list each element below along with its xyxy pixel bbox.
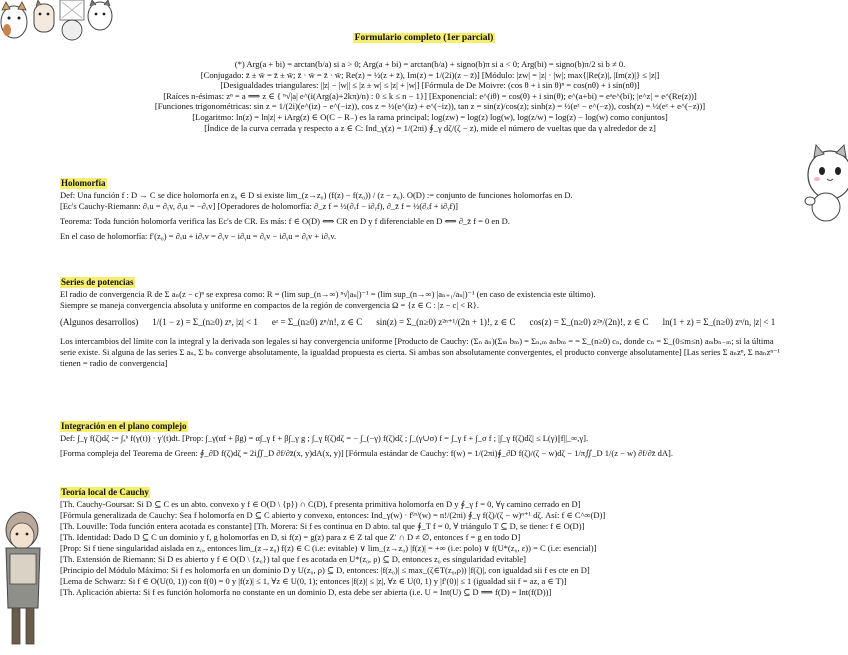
holomorfia-derivada: En el caso de holomorfía: f′(z₀) = ∂ₓu + i∂ₓv = ∂ᵧv − i∂ᵧu = ∂ᵧv − i∂ᵧu = ∂ᵧv + i∂ₓv.	[60, 231, 337, 241]
intro-line-raices: [Raíces n-ésimas: zⁿ = a ⟹ z ∈ { ⁿ√|a| e^(i(Arg(a)+2kπ)/n) : 0 ≤ k ≤ n − 1}] [Exponencial: e^(iθ) = cos(θ) + i sin(θ); e^(a+bi) = eᵃe^(bi); |e^z| = e^(Re(z))]	[163, 90, 697, 101]
section-heading: Teoría local de Cauchy	[61, 487, 149, 497]
holomorfia-def: Def: Una función f : D → C se dice holomorfa en z₀ ∈ D si existe lim_(z→z₀) (f(z) − f(z₀)) / (z − z₀). O(D) := conjunto de funciones holomorfas en D.	[60, 190, 573, 200]
holomorfia-teorema: Teorema: Toda función holomorfa verifica las Ec's de CR. Es más: f ∈ O(D) ⟺ CR en D y f diferenciable en D ⟺ ∂_z̄ f = 0 en D.	[60, 216, 510, 226]
intro-formulas	[70, 59, 790, 133]
integracion-green-cauchy: [Forma compleja del Teorema de Green: ∮_∂D f(ζ)dζ = 2i∬_D ∂f/∂z̄(x, y)dA(x, y)] [Fórmula estándar de Cauchy: f(w) = 1/(2πi)∮_∂D f(ζ)/(ζ − w)dζ − 1/π∬_D 1/(z − w) ∂f/∂z̄ dA].	[60, 448, 673, 458]
intro-line-desigualdades: [Desigualdades triangulares: ||z| − |w|| ≤ |z ± w| ≤ |z| + |w|] [Fórmula de De Moivre: (cos θ + i sin θ)ⁿ = cos(nθ) + i sin(nθ)]	[220, 80, 640, 91]
cat-right-illustration	[800, 143, 848, 225]
section-cauchy	[60, 487, 790, 598]
integracion-def: Def: ∫_γ f(ζ)dζ := ∫ₐᵇ f(γ(t)) · γ′(t)dt. [Prop: ∫_γ(αf + βg) = α∫_γ f + β∫_γ g ; ∫_γ f(ζ)dζ = − ∫_(−γ) f(ζ)dζ ; ∫_(γ∪σ) f = ∫_γ f + ∫_σ f ; |∫_γ f(ζ)dζ| ≤ L(γ)||f||_∞,γ].	[60, 433, 589, 443]
figure-bottom-left-illustration	[0, 508, 48, 655]
series-desarrollos	[60, 317, 790, 328]
title-text: Formulario completo (1er parcial)	[354, 33, 494, 43]
formula-exponencial: eᶻ = Σ_(n≥0) zⁿ/n!, z ∈ C	[271, 317, 363, 327]
cauchy-louville-morera: [Th. Louville: Toda función entera acotada es constante] [Th. Morera: Si f es continua en D abto. tal que ∮_T f = 0, ∀ triángulo T ⊆ D, se tiene: f ∈ O(D)]	[60, 521, 585, 531]
cauchy-extension-riemann: [Th. Extensión de Riemann: Si D es abierto y f ∈ O(D \ {z₀}) tal que f es acotada en U*(z₀, ρ) ⊆ D, entonces z₀ es singularidad evitable]	[60, 554, 526, 564]
intro-line-trigonometricas: [Funciones trigonométricas: sin z = 1/(2i)(e^(iz) − e^(−iz)), cos z = ½(e^(iz) + e^(−iz)), tan z = sin(z)/cos(z); sinh(z) = ½(eᶻ − e^(−z)), cosh(z) = ½(eᶻ + e^(−z))]	[154, 101, 706, 112]
cat-illustration-2	[34, 0, 54, 32]
cauchy-aplicacion-abierta: [Th. Aplicación abierta: Si f es función holomorfa no constante en un dominio D, esta debe ser abierta (i.e. U = Int(U) ⊆ D ⟹ f(D) = Int(f(D))]	[60, 587, 552, 597]
formula-logaritmo: ln(1 + z) = Σ_(n≥0) zⁿ/n, |z| < 1	[662, 317, 776, 327]
formula-seno: sin(z) = Σ_(n≥0) z²ⁿ⁺¹/(2n + 1)!, z ∈ C	[376, 317, 516, 327]
section-series	[60, 277, 790, 369]
section-heading: Integración en el plano complejo	[61, 421, 187, 431]
intro-line-indice: [Índice de la curva cerrada γ respecto a z ∈ C: Ind_γ(z) = 1/(2πi) ∮_γ dζ/(ζ − z), mide el número de vueltas que da γ alrededor de z]	[204, 122, 656, 133]
series-producto-cauchy: Los intercambios del límite con la integral y la derivada son legales si hay convergencia uniforme [Producto de Cauchy: (Σₙ aₙ)(Σₘ bₘ) = Σₙ,ₘ aₙbₘ = = Σ_(n≥0) cₙ, donde cₙ = Σ_(0≤m≤n) aₘbₙ₋ₘ; si la última serie existe. Si alguna de las series Σ aₙ, Σ bₙ converge absolutamente, la igualdad propuesta es cierta. Si ambas son absolutamente convergentes, el producto converge absolutamente] [Las series Σ aₙzⁿ, Σ naₙzⁿ⁻¹ tienen = radio de convergencia]	[60, 336, 781, 368]
section-holomorfia	[60, 178, 790, 242]
section-integracion	[60, 421, 790, 459]
intro-line-conjugado: [Conjugado: z̄ ± w̄ = z̄ ± w̄; z̄ · w̄ = z̄ · w̄; Re(z) = ½(z + z̄), Im(z) = 1/(2i)(z − z̄)] [Módulo: |zw| = |z| · |w|; max{|Re(z)|, |Im(z)|} ≤ |z|]	[200, 69, 660, 80]
cauchy-goursat: [Th. Cauchy-Goursat: Si D ⊆ C es un abto. convexo y f ∈ O(D \ {p}) ∩ C(D), f presenta primitiva holomorfa en D y ∮_γ f = 0, ∀γ camino cerrado en D]	[60, 499, 581, 509]
section-heading: Series de potencias	[61, 277, 134, 287]
formula-geometrica: 1/(1 − z) = Σ_(n≥0) zⁿ, |z| < 1	[152, 317, 258, 327]
document-title	[0, 32, 848, 44]
intro-line-logaritmo: [Logaritmo: ln(z) = ln|z| + iArg(z) ∈ O(C − R₋) es la rama principal; log(zw) = log(z) log(w), log(z/w) = log(z) − log(w) como conjuntos]	[192, 111, 668, 122]
cat-illustration-4	[88, 0, 112, 30]
formula-coseno: cos(z) = Σ_(n≥0) z²ⁿ/(2n)!, z ∈ C	[529, 317, 649, 327]
cauchy-modulo-maximo: [Principio del Módulo Máximo: Si f es holomorfa en un dominio D y U(z₀, ρ) ⊆ D, entonces: |f(z₀)| ≤ max_(ζ∈T(z₀,ρ)) |f(ζ)|, con igualdad sii f es cte en D]	[60, 565, 590, 575]
cauchy-formula-generalizada: [Fórmula generalizada de Cauchy: Sea f holomorfa en D ⊆ C abierto y convexo, entonces: Ind_γ(w) · f⁽ⁿ⁾(w) = n!/(2πi) ∮_γ f(ζ)/(ζ − w)ⁿ⁺¹ dζ. Así: f ∈ C^∞(D)]	[60, 510, 606, 520]
holomorfia-cauchy-riemann: [Ec's Cauchy-Riemann: ∂ₓu = ∂ᵧv, ∂ᵧu = −∂ₓv] [Operadores de holomorfía: ∂_z f = ½(∂ₓf − i∂ᵧf), ∂_z̄ f = ½(∂ₓf + i∂ᵧf)]	[60, 201, 459, 211]
series-radio: El radio de convergencia R de Σ aₙ(z − c)ⁿ se expresa como: R = (lim sup_(n→∞) ⁿ√|aₙ|)⁻¹ = (lim sup_(n→∞) |aₙ₊₁/aₙ|)⁻¹ (en caso de existencia este último).	[60, 289, 596, 299]
section-heading: Holomorfía	[61, 178, 106, 188]
intro-line-arg: (*) Arg(a + bi) = arctan(b/a) si a > 0; Arg(a + bi) = arctan(b/a) + signo(b)π si a < 0; Arg(bi) = signo(b)π/2 si b ≠ 0.	[234, 59, 626, 69]
desarrollos-label: (Algunos desarrollos)	[60, 317, 139, 327]
cauchy-identidad: [Th. Identidad: Dado D ⊆ C un dominio y f, g holomorfas en D, si f(z) = g(z) para z ∈ Z tal que Z′ ∩ D ≠ ∅, entonces f = g en todo D]	[60, 532, 521, 542]
cauchy-singularidad: [Prop: Si f tiene singularidad aislada en z₀, entonces lim_(z→z₀) f(z) ∈ C (i.e: evitable) ∨ lim_(z→z₀) |f(z)| = +∞ (i.e: polo) ∨ f(U*(z₀, ε)) = C (i.e: esencial)]	[60, 543, 597, 553]
series-convergencia: Siempre se maneja convergencia absoluta y uniforme en compactos de la región de convergencia Ω = {z ∈ C : |z − c| < R}.	[60, 300, 479, 310]
cauchy-schwarz: [Lema de Schwarz: Si f ∈ O(U(0, 1)) con f(0) = 0 y |f(z)| ≤ 1, ∀z ∈ U(0, 1); entonces |f(z)| ≤ |z|, ∀z ∈ U(0, 1) y |f′(0)| ≤ 1 (igualdad sii f = az, a ∈ T)]	[60, 576, 567, 586]
